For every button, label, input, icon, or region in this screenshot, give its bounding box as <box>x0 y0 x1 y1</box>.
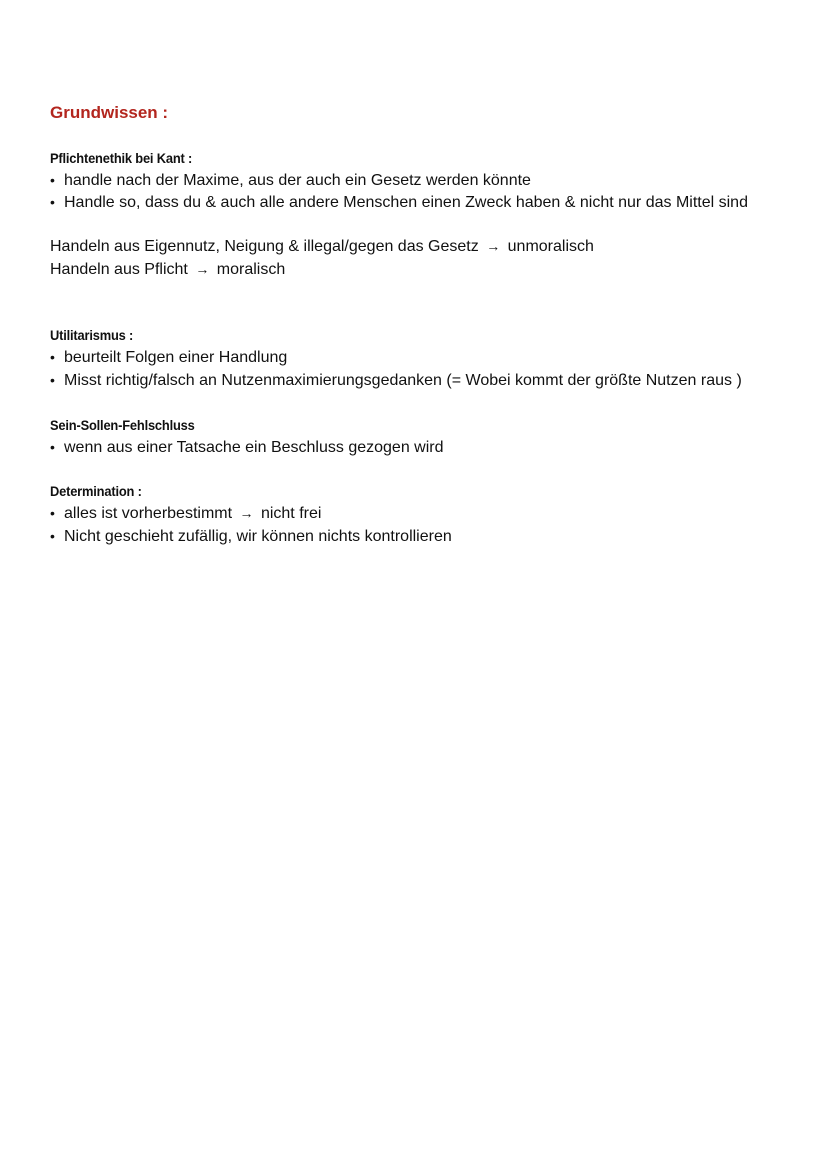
rule-condition: Handeln aus Pflicht <box>50 261 188 278</box>
list-item <box>50 436 444 459</box>
list-item-text: Handle so, dass du & auch alle andere Menschen einen Zweck haben & nicht nur das Mittel sind <box>64 194 748 211</box>
section-heading-kant: Pflichtenethik bei Kant : <box>50 150 193 166</box>
rule-line-moralisch <box>50 258 285 281</box>
list-item-text: wenn aus einer Tatsache ein Beschluss gezogen wird <box>64 439 444 456</box>
rule-result: moralisch <box>216 261 286 278</box>
list-item-text: Nicht geschieht zufällig, wir können nichts kontrollieren <box>64 528 452 545</box>
list-item <box>50 169 531 192</box>
right-arrow-icon: → <box>486 238 501 254</box>
list-item <box>50 502 321 525</box>
list-item-text: beurteilt Folgen einer Handlung <box>64 349 288 366</box>
list-item-text: Misst richtig/falsch an Nutzenmaximierungsgedanken (= Wobei kommt der größte Nutzen raus ) <box>64 372 742 389</box>
list-item-text: nicht frei <box>260 505 322 522</box>
list-item-text: handle nach der Maxime, aus der auch ein Gesetz werden könnte <box>64 172 531 189</box>
rule-line-unmoralisch <box>50 235 594 258</box>
list-item <box>50 191 748 214</box>
rule-result: unmoralisch <box>507 238 594 255</box>
bullet-icon: • <box>50 372 55 388</box>
bullet-icon: • <box>50 505 55 521</box>
section-heading-utilitarismus: Utilitarismus : <box>50 327 134 343</box>
bullet-icon: • <box>50 528 55 544</box>
bullet-icon: • <box>50 194 55 210</box>
document-title: Grundwissen : <box>50 103 169 122</box>
section-heading-sein-sollen: Sein-Sollen-Fehlschluss <box>50 417 195 433</box>
bullet-icon: • <box>50 172 55 188</box>
list-item <box>50 346 287 369</box>
bullet-icon: • <box>50 439 55 455</box>
right-arrow-icon: → <box>195 261 210 277</box>
section-heading-determination: Determination : <box>50 483 142 499</box>
list-item <box>50 369 742 392</box>
rule-condition: Handeln aus Eigennutz, Neigung & illegal/gegen das Gesetz <box>50 238 479 255</box>
list-item-text: alles ist vorherbestimmt <box>64 505 233 522</box>
right-arrow-icon: → <box>239 505 254 521</box>
list-item <box>50 525 452 548</box>
bullet-icon: • <box>50 349 55 365</box>
